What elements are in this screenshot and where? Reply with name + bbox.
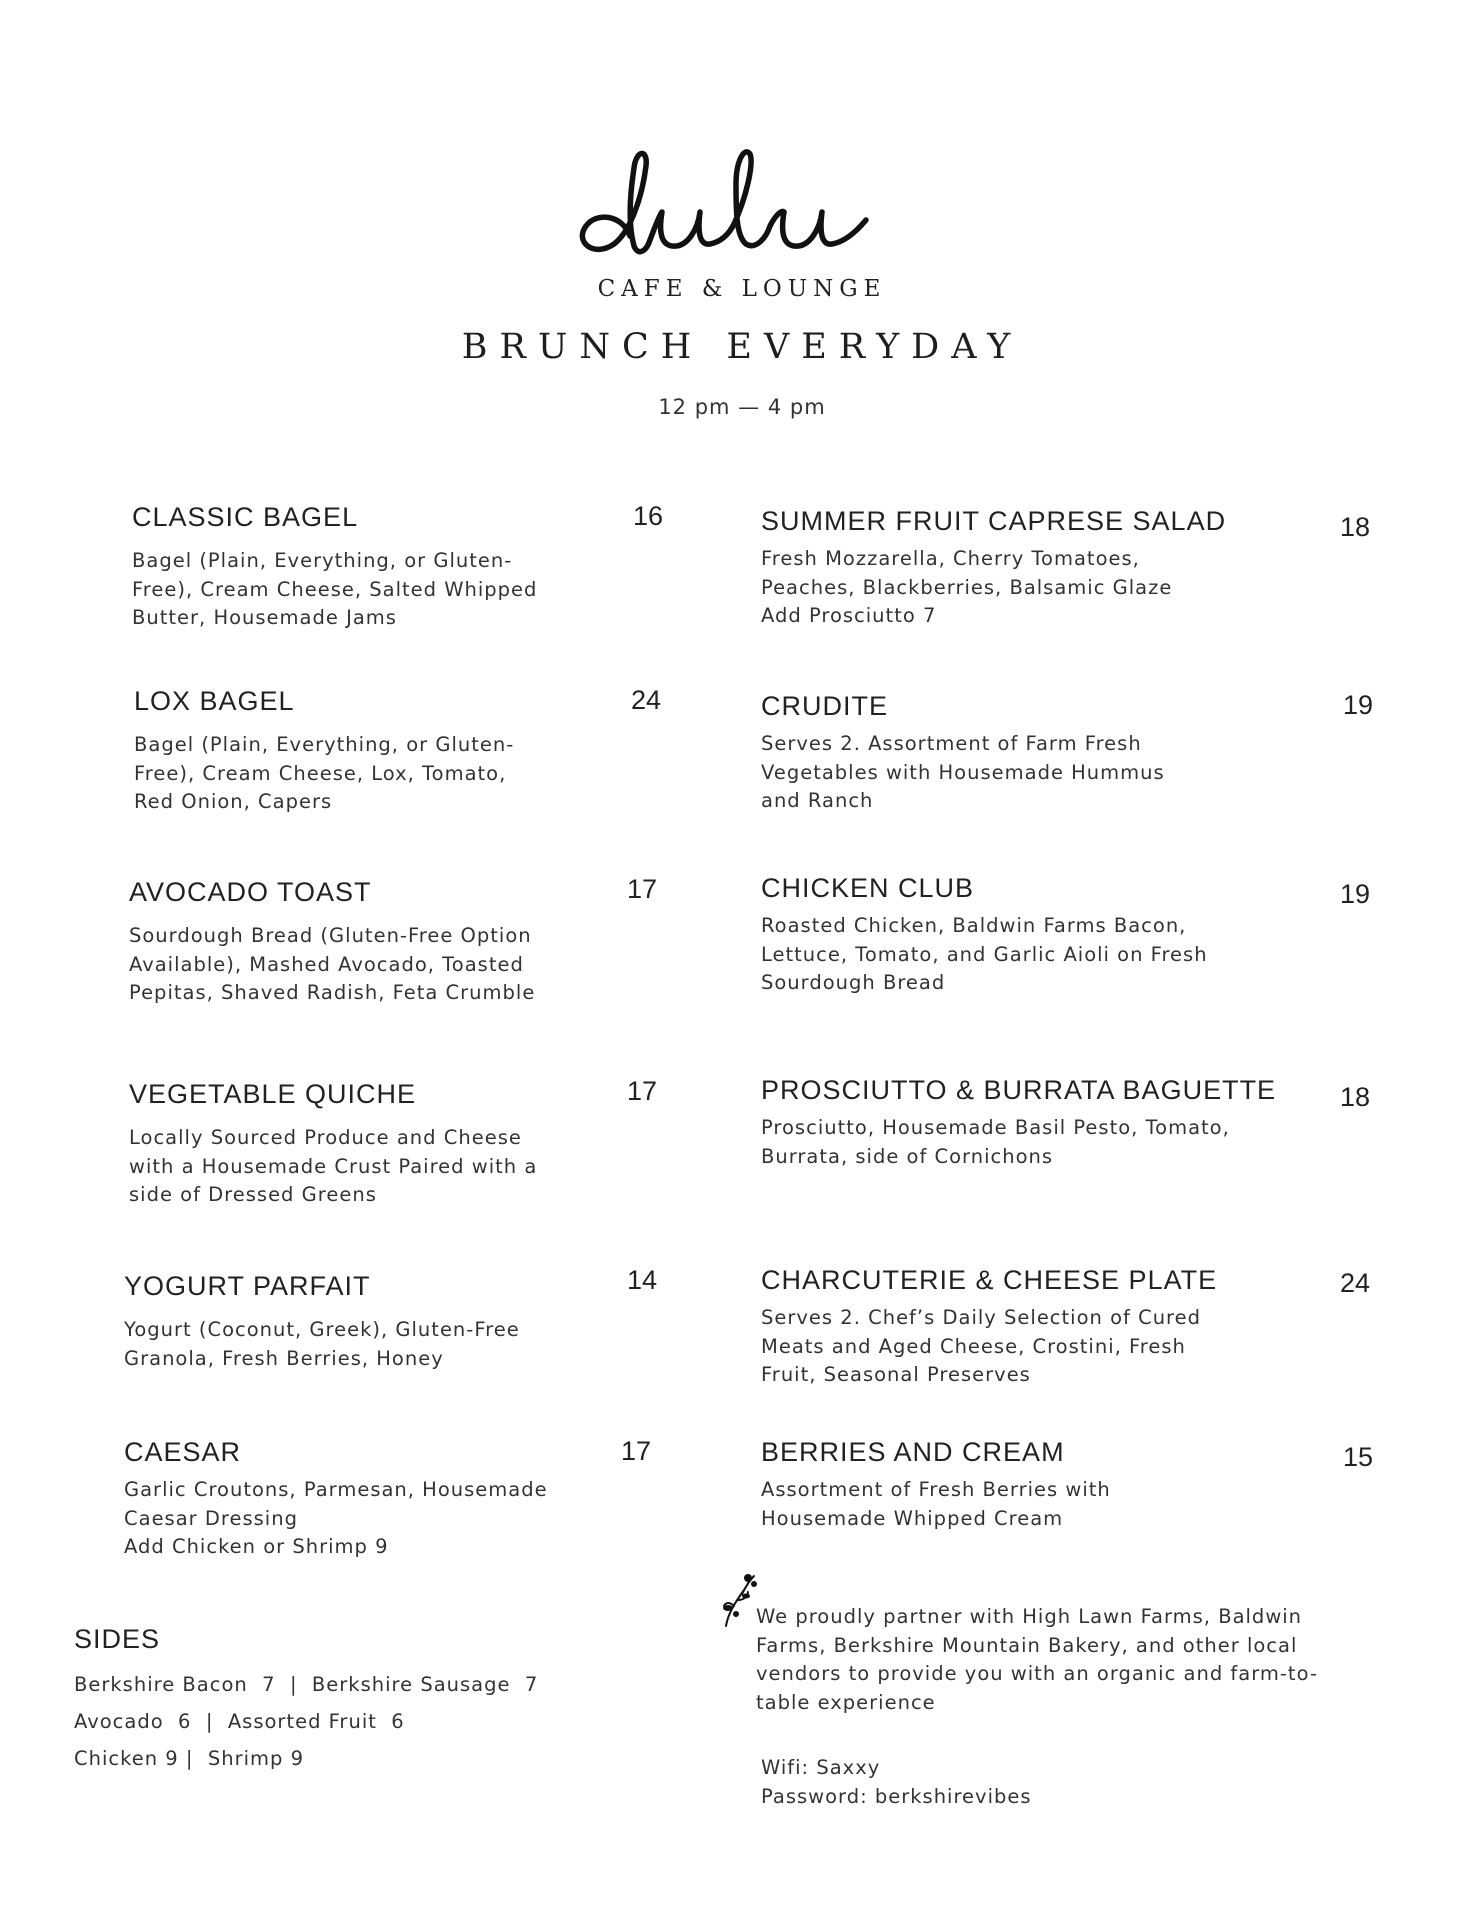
item-name: CHARCUTERIE & CHEESE PLATE	[761, 1265, 1218, 1295]
item-price: 19	[1340, 879, 1371, 909]
item-description: Yogurt (Coconut, Greek), Gluten-Free Granola, Fresh Berries, Honey	[124, 1318, 520, 1370]
item-name: SUMMER FRUIT CAPRESE SALAD	[761, 506, 1227, 536]
item-name: BERRIES AND CREAM	[761, 1437, 1065, 1467]
item-description: Fresh Mozzarella, Cherry Tomatoes, Peaches, Blackberries, Balsamic Glaze Add Prosciutto 7	[761, 547, 1173, 628]
menu-item-classic-bagel	[132, 501, 537, 633]
item-price: 24	[1340, 1268, 1371, 1298]
item-name: PROSCIUTTO & BURRATA BAGUETTE	[761, 1075, 1277, 1105]
wifi-password: Password: berkshirevibes	[761, 1785, 1032, 1808]
sides-line: Avocado 6 | Assorted Fruit 6	[74, 1710, 405, 1733]
menu-heading: BRUNCH EVERYDAY	[461, 327, 1023, 367]
item-description: Bagel (Plain, Everything, or Gluten- Free), Cream Cheese, Salted Whipped Butter, Housemade Jams	[132, 549, 538, 630]
item-description: Sourdough Bread (Gluten-Free Option Available), Mashed Avocado, Toasted Pepitas, Shaved Radish, Feta Crumble	[129, 924, 536, 1005]
logo-subtitle: CAFE & LOUNGE	[597, 276, 887, 302]
menu-item-berries-and-cream	[761, 1436, 1111, 1533]
menu-item-caesar	[124, 1436, 548, 1562]
item-price: 17	[627, 1076, 658, 1106]
item-name: CHICKEN CLUB	[761, 873, 975, 903]
menu-item-summer-fruit-caprese-salad	[761, 505, 1226, 631]
menu-item-crudite	[761, 690, 1165, 816]
menu-item-lox-bagel	[134, 685, 514, 817]
item-price: 24	[631, 685, 662, 715]
dulu-logo	[560, 140, 920, 270]
wifi-network: Wifi: Saxxy	[761, 1756, 881, 1779]
item-name: LOX BAGEL	[134, 686, 295, 716]
item-name: VEGETABLE QUICHE	[129, 1079, 417, 1109]
sides-line: Chicken 9 | Shrimp 9	[74, 1747, 304, 1770]
menu-item-vegetable-quiche	[129, 1078, 537, 1210]
item-price: 17	[621, 1436, 652, 1466]
item-name: YOGURT PARFAIT	[124, 1271, 371, 1301]
item-description: Bagel (Plain, Everything, or Gluten- Free), Cream Cheese, Lox, Tomato, Red Onion, Capers	[134, 733, 515, 814]
item-description: Serves 2. Chef’s Daily Selection of Cured Meats and Aged Cheese, Crostini, Fresh Fruit, Seasonal Preserves	[761, 1306, 1202, 1387]
service-hours: 12 pm — 4 pm	[658, 395, 826, 419]
flower-sprig-icon	[718, 1570, 758, 1628]
menu-item-charcuterie-cheese-plate	[761, 1264, 1217, 1390]
item-name: CAESAR	[124, 1437, 242, 1467]
item-price: 17	[627, 874, 658, 904]
item-price: 16	[633, 501, 664, 531]
item-name: CRUDITE	[761, 691, 888, 721]
item-name: CLASSIC BAGEL	[132, 502, 359, 532]
partner-note: We proudly partner with High Lawn Farms, Baldwin Farms, Berkshire Mountain Bakery, and other local vendors to provide you with an organic and farm-to-table experience	[756, 1605, 1318, 1714]
item-description: Roasted Chicken, Baldwin Farms Bacon, Lettuce, Tomato, and Garlic Aioli on Fresh Sourdough Bread	[761, 914, 1208, 995]
item-description: Assortment of Fresh Berries with Housemade Whipped Cream	[761, 1478, 1111, 1530]
item-description: Serves 2. Assortment of Farm Fresh Vegetables with Housemade Hummus and Ranch	[761, 732, 1165, 813]
menu-item-prosciutto-burrata-baguette	[761, 1074, 1276, 1171]
item-price: 18	[1340, 512, 1371, 542]
sides-heading: SIDES	[74, 1624, 161, 1654]
item-description: Garlic Croutons, Parmesan, Housemade Caesar Dressing Add Chicken or Shrimp 9	[124, 1478, 548, 1559]
item-description: Prosciutto, Housemade Basil Pesto, Tomato, Burrata, side of Cornichons	[761, 1116, 1230, 1168]
item-price: 18	[1340, 1082, 1371, 1112]
item-description: Locally Sourced Produce and Cheese with a Housemade Crust Paired with a side of Dressed Greens	[129, 1126, 538, 1207]
menu-item-chicken-club	[761, 872, 1208, 998]
item-price: 19	[1343, 690, 1374, 720]
menu-item-yogurt-parfait	[124, 1270, 520, 1373]
item-price: 15	[1343, 1442, 1374, 1472]
item-name: AVOCADO TOAST	[129, 877, 372, 907]
menu-item-avocado-toast	[129, 876, 535, 1008]
sides-line: Berkshire Bacon 7 | Berkshire Sausage 7	[74, 1673, 539, 1696]
item-price: 14	[627, 1265, 658, 1295]
